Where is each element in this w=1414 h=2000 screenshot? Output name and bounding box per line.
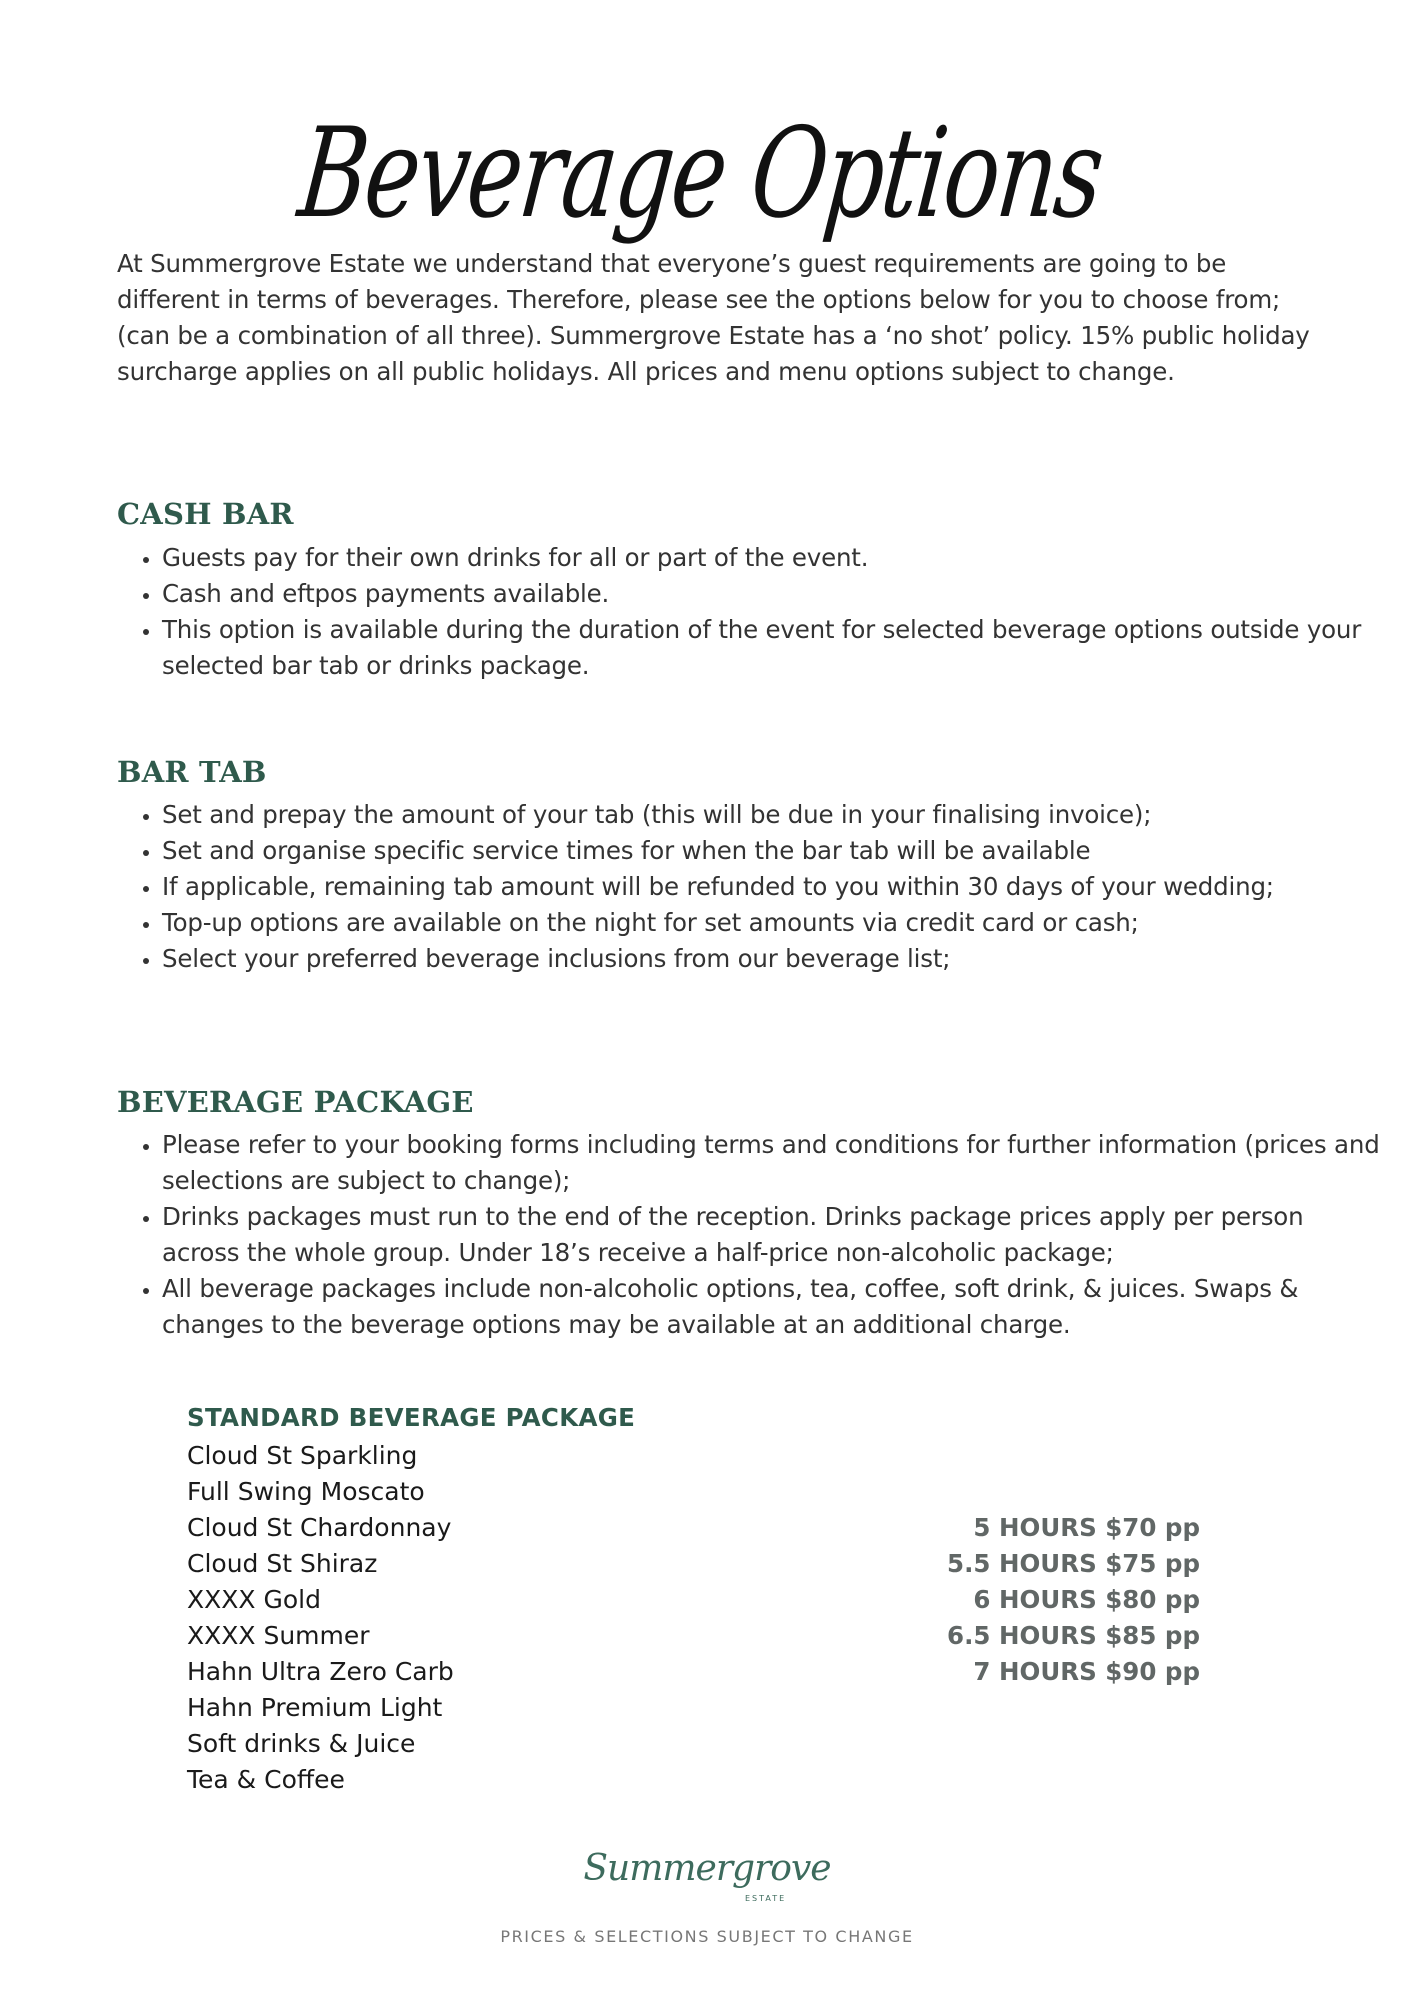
logo-subtext: ESTATE xyxy=(745,1894,787,1903)
summergrove-logo xyxy=(0,1848,1414,1903)
package-item: Full Swing Moscato xyxy=(187,1477,425,1506)
intro-paragraph: At Summergrove Estate we understand that everyone’s guest requirements are going to be different in terms of beverages. Therefore, please see the options below for you to choose from; (can be a combination of all three). Summergrove Estate has a ‘no shot’ policy. 15% public holiday surcharge applies on all public holidays. All prices and menu options subject to change. xyxy=(117,249,1310,386)
price-tier: 6.5 HOURS $85 pp xyxy=(947,1621,1200,1650)
logo-script-text: Summergrove xyxy=(583,1848,831,1889)
package-item: Cloud St Chardonnay xyxy=(187,1513,452,1542)
price-tier: 6 HOURS $80 pp xyxy=(973,1585,1200,1614)
list-item: • Select your preferred beverage inclusions from our beverage list; xyxy=(162,941,1382,977)
package-item: Tea & Coffee xyxy=(187,1765,345,1794)
price-tier: 5.5 HOURS $75 pp xyxy=(947,1549,1200,1578)
bar-tab-heading: BAR TAB xyxy=(117,755,267,789)
price-tier: 5 HOURS $70 pp xyxy=(973,1513,1200,1542)
list-item: • This option is available during the duration of the event for selected beverage options outside your selected bar tab or drinks package. xyxy=(162,612,1382,684)
list-item: • Drinks packages must run to the end of the reception. Drinks package prices apply per person across the whole group. Under 18’s receive a half-price non-alcoholic package; xyxy=(162,1199,1382,1271)
list-item: • Please refer to your booking forms including terms and conditions for further information (prices and selections are subject to change); xyxy=(162,1127,1382,1199)
footer-note: PRICES & SELECTIONS SUBJECT TO CHANGE xyxy=(500,1927,914,1946)
standard-package-items xyxy=(187,1438,454,1798)
list-item: • Guests pay for their own drinks for all or part of the event. xyxy=(162,540,1382,576)
list-item: • Top-up options are available on the night for set amounts via credit card or cash; xyxy=(162,905,1382,941)
package-item: Cloud St Sparkling xyxy=(187,1441,418,1470)
bar-tab-list xyxy=(117,797,1382,977)
list-item: • Set and organise specific service times for when the bar tab will be available xyxy=(162,833,1382,869)
list-item: • All beverage packages include non-alcoholic options, tea, coffee, soft drink, & juices. Swaps & changes to the beverage options may be available at an additional charge. xyxy=(162,1271,1382,1343)
package-item: Cloud St Shiraz xyxy=(187,1549,378,1578)
cash-bar-heading: CASH BAR xyxy=(117,497,294,531)
package-item: Soft drinks & Juice xyxy=(187,1729,416,1758)
page-title: Beverage Options xyxy=(292,100,1109,246)
price-tier: 7 HOURS $90 pp xyxy=(973,1657,1200,1686)
package-item: Hahn Ultra Zero Carb xyxy=(187,1657,454,1686)
beverage-package-list xyxy=(117,1127,1382,1343)
standard-package-title: STANDARD BEVERAGE PACKAGE xyxy=(187,1403,636,1432)
standard-package-prices xyxy=(947,1510,1200,1690)
package-item: XXXX Gold xyxy=(187,1585,321,1614)
list-item: • Cash and eftpos payments available. xyxy=(162,576,1382,612)
package-item: XXXX Summer xyxy=(187,1621,370,1650)
list-item: • Set and prepay the amount of your tab (this will be due in your finalising invoice); xyxy=(162,797,1382,833)
package-item: Hahn Premium Light xyxy=(187,1693,443,1722)
beverage-package-heading: BEVERAGE PACKAGE xyxy=(117,1085,474,1119)
cash-bar-list xyxy=(117,540,1382,684)
list-item: • If applicable, remaining tab amount will be refunded to you within 30 days of your wedding; xyxy=(162,869,1382,905)
